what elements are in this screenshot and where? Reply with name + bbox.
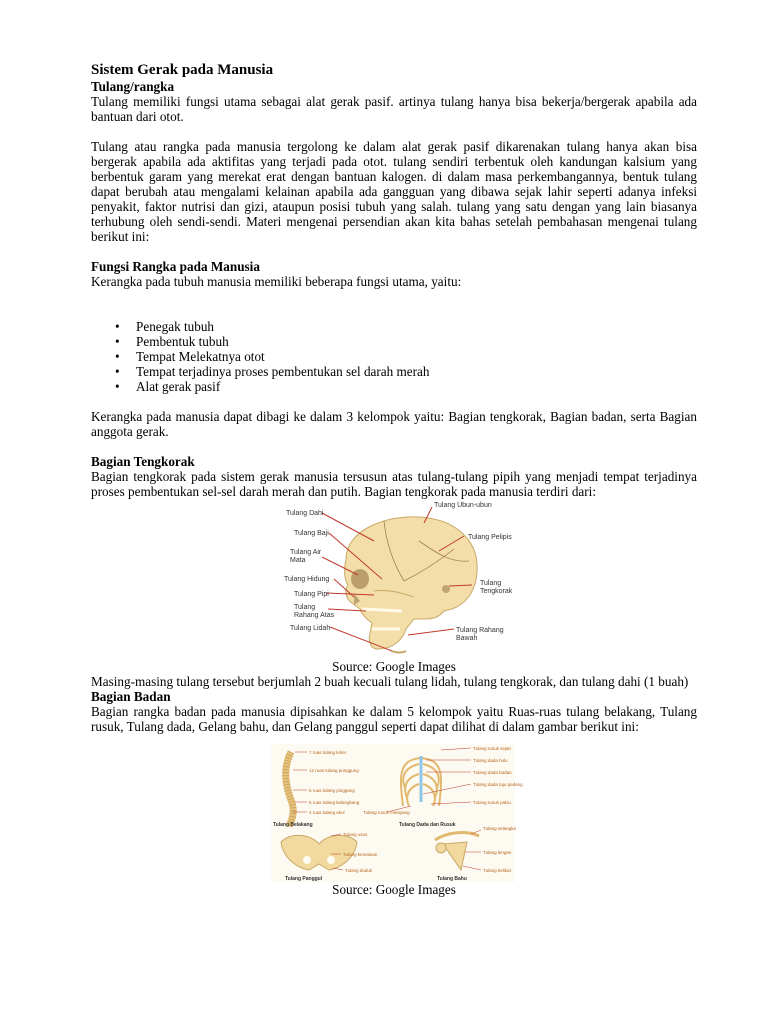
label-tulang-kemaluan: Tulang kemaluan bbox=[343, 852, 378, 857]
paragraph-badan: Bagian rangka badan pada manusia dipisahkan ke dalam 5 kelompok yaitu Ruas-ruas tulang belakang, Tulang rusuk, Tulang dada, Gelang bahu, dan Gelang panggul seperti dapat dilihat di dalam gambar berikut ini: bbox=[91, 704, 697, 734]
label-dada-hulu: Tulang dada hulu bbox=[473, 758, 508, 763]
label-taju-pedang: Tulang dada taju pedang bbox=[473, 782, 523, 787]
skull-diagram-image bbox=[274, 501, 514, 659]
label-tulang-duduk: Tulang duduk bbox=[345, 868, 373, 873]
paragraph-tengkorak: Bagian tengkorak pada sistem gerak manusia tersusun atas tulang-tulang pipih yang menjadi tempat terjadinya proses pembentukan sel-sel darah merah dan putih. Bagian tengkorak pada manusia terdiri dari: bbox=[91, 469, 697, 499]
label-tulang-belakang: Tulang Belakang bbox=[273, 822, 313, 828]
heading-tulang-rangka: Tulang/rangka bbox=[91, 79, 175, 94]
label-tulang-belikat: Tulang belikat bbox=[483, 868, 511, 873]
label-tulang-rahang-bawah: Tulang Rahang bbox=[456, 627, 504, 634]
label-tulang-selangka: Tulang selangka bbox=[483, 826, 516, 831]
label-tulang-lengan: Tulang lengan bbox=[483, 850, 512, 855]
label-rusuk-sejati: Tulang rusuk sejati bbox=[473, 746, 511, 751]
bullet-icon: • bbox=[115, 349, 120, 364]
body-caption: Source: Google Images bbox=[332, 882, 456, 897]
label-tulang-pipi: Tulang Pipi bbox=[294, 591, 329, 598]
page-title: Sistem Gerak pada Manusia bbox=[91, 62, 274, 78]
svg-text:Bawah: Bawah bbox=[456, 635, 478, 642]
bullet-icon: • bbox=[115, 319, 120, 334]
list-item: • Pembentuk tubuh bbox=[115, 334, 229, 349]
heading-bagian-tengkorak: Bagian Tengkorak bbox=[91, 454, 195, 469]
bullet-icon: • bbox=[115, 334, 120, 349]
paragraph-tulang-2: Tulang atau rangka pada manusia tergolong ke dalam alat gerak pasif dikarenakan tulang hanya akan bisa bergerak apabila ada aktifitas yang terjadi pada otot. tulang sendiri terbentuk oleh kandungan kalsium yang berbentuk garam yang merekat erat dengan bantuan kalogen. di dalam masa perkembangannya, bentuk tulang dapat berubah atau mengalami kelainan apabila ada gangguan yang dibawa sejak lahir seperti adanya infeksi penyakit, faktor nutrisi dan gizi, ataupun posisi tubuh yang salah. tulang yang satu dengan yang lain biasanya terhubung oleh sendi-sendi. Materi mengenai persendian akan kita bahas setelah pembahasan mengenai tulang berikut ini: bbox=[91, 139, 697, 244]
heading-fungsi-rangka: Fungsi Rangka pada Manusia bbox=[91, 259, 260, 274]
skull-caption: Source: Google Images bbox=[332, 659, 456, 674]
fungsi-list bbox=[91, 319, 697, 394]
body-skeleton-image bbox=[271, 744, 523, 882]
list-item: • Penegak tubuh bbox=[115, 319, 215, 334]
label-ruas-leher: 7 ruas tulang leher bbox=[309, 750, 347, 755]
list-item: • Tempat Melekatnya otot bbox=[115, 349, 265, 364]
label-tulang-dada-rusuk: Tulang Dada dan Rusuk bbox=[399, 822, 456, 828]
heading-bagian-badan: Bagian Badan bbox=[91, 689, 171, 704]
body-skeleton-figure bbox=[271, 744, 523, 882]
svg-text:Mata: Mata bbox=[290, 557, 306, 564]
label-tulang-rahang-atas: Tulang bbox=[294, 604, 316, 611]
label-tulang-usus: Tulang usus bbox=[343, 832, 368, 837]
label-tulang-air-mata: Tulang Air bbox=[290, 549, 322, 556]
list-item: • Tempat terjadinya proses pembentukan sel darah merah bbox=[115, 364, 430, 379]
paragraph-kerangka-kelompok: Kerangka pada manusia dapat dibagi ke dalam 3 kelompok yaitu: Bagian tengkorak, Bagian badan, serta Bagian anggota gerak. bbox=[91, 409, 697, 439]
paragraph-tulang-1: Tulang memiliki fungsi utama sebagai alat gerak pasif. artinya tulang hanya bisa bekerja/bergerak apabila ada bantuan dari otot. bbox=[91, 94, 697, 124]
label-ruas-ekor: 4 ruas tulang ekor bbox=[309, 810, 346, 815]
label-tulang-panggul: Tulang Panggul bbox=[285, 876, 323, 882]
label-tulang-baji: Tulang Baji bbox=[294, 530, 329, 537]
svg-text:Rahang Atas: Rahang Atas bbox=[294, 612, 335, 619]
label-ruas-pinggang: 5 ruas tulang pinggang bbox=[309, 788, 355, 793]
label-tulang-bahu: Tulang Bahu bbox=[437, 876, 467, 882]
paragraph-jumlah-tulang: Masing-masing tulang tersebut berjumlah 2 buah kecuali tulang lidah, tulang tengkorak, dan tulang dahi (1 buah) bbox=[91, 674, 689, 689]
label-dada-badan: Tulang dada badan bbox=[473, 770, 512, 775]
document-content bbox=[91, 62, 697, 897]
label-ruas-kelangkang: 5 ruas tulang kelangkang bbox=[309, 800, 360, 805]
label-tulang-dahi: Tulang Dahi bbox=[286, 510, 324, 517]
label-ruas-punggung: 12 ruas tulang punggung bbox=[309, 768, 359, 773]
skull-figure bbox=[274, 501, 514, 659]
label-tulang-tengkorak: Tulang bbox=[480, 580, 502, 587]
paragraph-fungsi-intro: Kerangka pada tubuh manusia memiliki beberapa fungsi utama, yaitu: bbox=[91, 274, 462, 289]
list-item: • Alat gerak pasif bbox=[115, 379, 221, 394]
bullet-icon: • bbox=[115, 364, 120, 379]
label-tulang-hidung: Tulang Hidung bbox=[284, 576, 330, 583]
label-tulang-pelipis: Tulang Pelipis bbox=[468, 534, 512, 541]
label-tulang-ubun-ubun: Tulang Ubun-ubun bbox=[434, 502, 492, 509]
label-rusuk-palsu: Tulang rusuk palsu bbox=[473, 800, 511, 805]
bullet-icon: • bbox=[115, 379, 120, 394]
label-rusuk-melayang: Tulang rusuk melayang bbox=[363, 810, 410, 815]
label-tulang-lidah: Tulang Lidah bbox=[290, 625, 331, 632]
svg-text:Tengkorak: Tengkorak bbox=[480, 588, 513, 595]
